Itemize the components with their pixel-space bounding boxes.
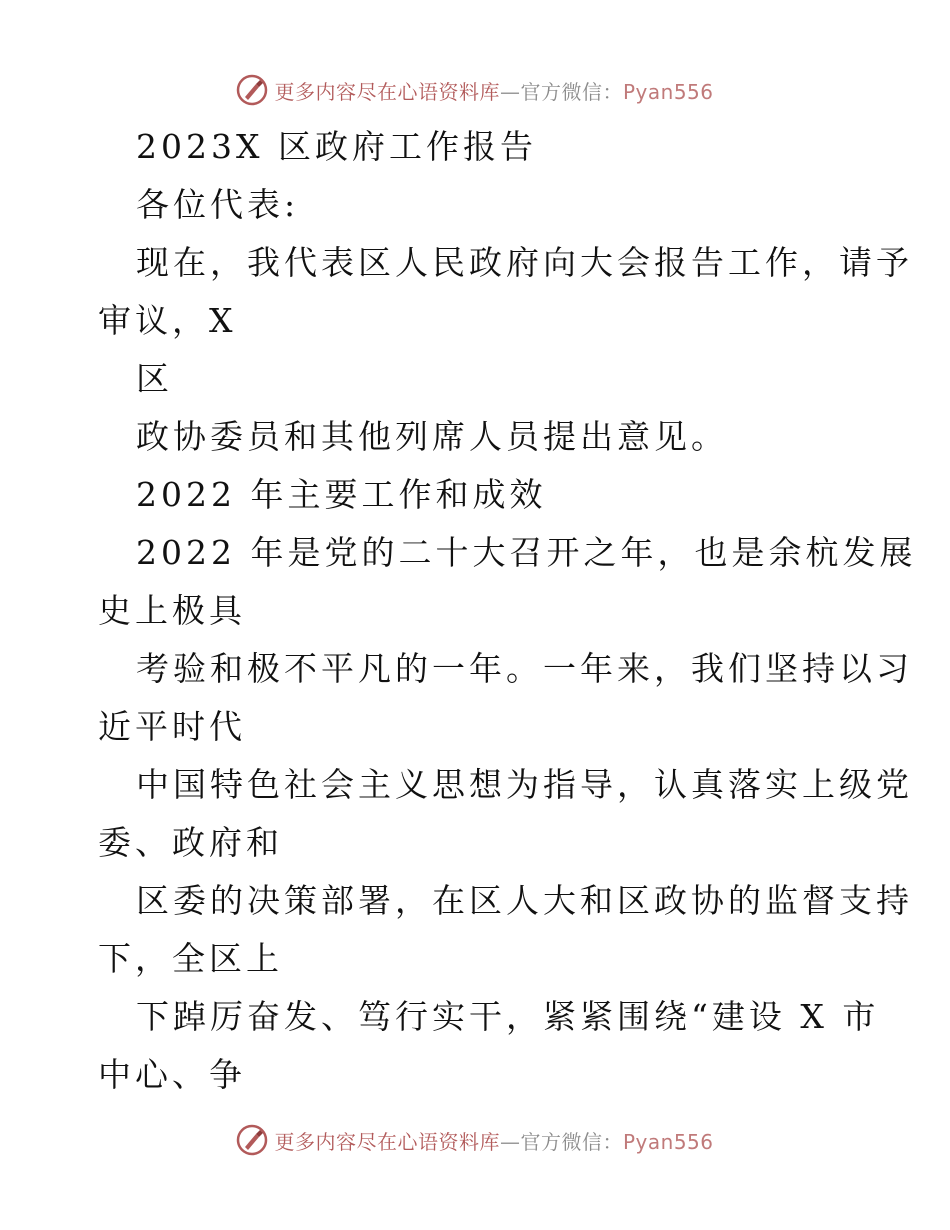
watermark-dash: — (499, 1129, 521, 1154)
footer-watermark (0, 1120, 950, 1160)
watermark-wechat-id: Pyan556 (622, 79, 714, 104)
header-watermark (0, 70, 950, 110)
paragraph-line: 下踔厉奋发、笃行实干，紧紧围绕“建设 X 市 (136, 997, 880, 1036)
watermark-text (274, 1126, 713, 1155)
paragraph-line: 下，全区上 (98, 939, 283, 978)
paragraph-line: 委、政府和 (98, 823, 283, 862)
paragraph-line: 现在，我代表区人民政府向大会报告工作，请予 (136, 243, 913, 282)
document-body (98, 118, 917, 1104)
paragraph-line: 2022 年是党的二十大召开之年，也是余杭发展 (136, 533, 917, 572)
watermark-brand: 更多内容尽在心语资料库 (274, 1129, 500, 1154)
paragraph-line: 审议，X (98, 301, 237, 340)
paragraph-line: 考验和极不平凡的一年。一年来，我们坚持以习 (136, 649, 913, 688)
watermark-brand: 更多内容尽在心语资料库 (274, 79, 500, 104)
paragraph-line: 区委的决策部署，在区人大和区政协的监督支持 (136, 881, 913, 920)
watermark-dash: — (499, 79, 521, 104)
document-title: 2023X 区政府工作报告 (136, 127, 537, 166)
paragraph-line: 中心、争 (98, 1055, 246, 1094)
watermark-label: 官方微信： (520, 1129, 623, 1154)
pen-logo-icon (236, 74, 268, 106)
watermark-wechat-id: Pyan556 (622, 1129, 714, 1154)
paragraph-line: 区 (136, 359, 173, 398)
section-heading: 2022 年主要工作和成效 (136, 475, 547, 514)
pen-logo-icon (236, 1124, 268, 1156)
watermark-text (274, 76, 713, 105)
paragraph-line: 中国特色社会主义思想为指导，认真落实上级党 (136, 765, 913, 804)
paragraph-line: 近平时代 (98, 707, 246, 746)
watermark-label: 官方微信： (520, 79, 623, 104)
paragraph-line: 史上极具 (98, 591, 246, 630)
salutation: 各位代表: (136, 185, 300, 224)
paragraph-line: 政协委员和其他列席人员提出意见。 (136, 417, 728, 456)
